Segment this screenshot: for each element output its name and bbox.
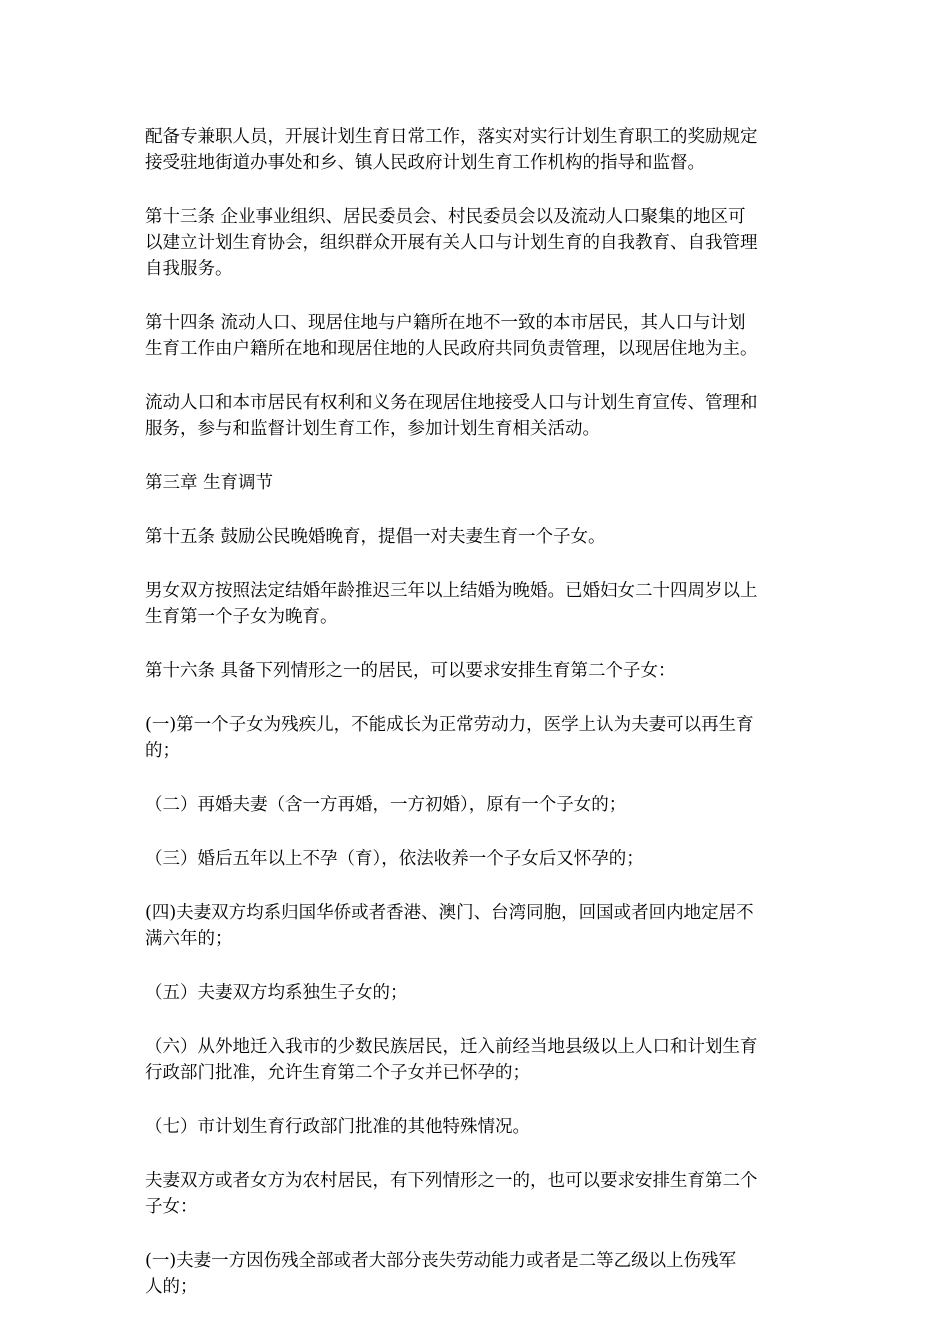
text-line: 生育第一个子女为晚育。	[145, 607, 338, 627]
text-line: 夫妻双方或者女方为农村居民，有下列情形之一的，也可以要求安排生育第二个	[145, 1171, 758, 1191]
text-line: 第三章 生育调节	[145, 473, 274, 493]
text-line: 人的；	[145, 1277, 198, 1297]
chapter-3-heading	[145, 470, 815, 496]
document-body	[145, 124, 815, 1328]
text-line: (一)夫妻一方因伤残全部或者大部分丧失劳动能力或者是二等乙级以上伤残军	[145, 1251, 737, 1271]
article-14-paragraph-2	[145, 390, 815, 442]
list-item-3	[145, 846, 815, 872]
text-line: 的；	[145, 741, 180, 761]
article-15	[145, 524, 815, 550]
article-15-paragraph-2	[145, 578, 815, 630]
list-item-7	[145, 1114, 815, 1140]
text-line: 配备专兼职人员，开展计划生育日常工作，落实对实行计划生育职工的奖励规定	[145, 127, 758, 147]
text-line: 满六年的；	[145, 929, 233, 949]
list-item-4	[145, 900, 815, 952]
text-line: 第十四条 流动人口、现居住地与户籍所在地不一致的本市居民，其人口与计划	[145, 313, 746, 333]
text-line: 男女双方按照法定结婚年龄推迟三年以上结婚为晚婚。已婚妇女二十四周岁以上	[145, 581, 758, 601]
text-line: （三）婚后五年以上不孕（育），依法收养一个子女后又怀孕的；	[145, 849, 644, 869]
text-line: 生育工作由户籍所在地和现居住地的人民政府共同负责管理，以现居住地为主。	[145, 339, 758, 359]
list-item-5	[145, 980, 815, 1006]
rural-paragraph	[145, 1168, 815, 1220]
text-line: (一)第一个子女为残疾儿，不能成长为正常劳动力，医学上认为夫妻可以再生育	[145, 715, 754, 735]
rural-list-item-1	[145, 1248, 815, 1300]
text-line: （七）市计划生育行政部门批准的其他特殊情况。	[145, 1117, 530, 1137]
list-item-1	[145, 712, 815, 764]
text-line: 行政部门批准，允许生育第二个子女并已怀孕的；	[145, 1063, 530, 1083]
text-line: 流动人口和本市居民有权利和义务在现居住地接受人口与计划生育宣传、管理和	[145, 393, 758, 413]
list-item-6	[145, 1034, 815, 1086]
paragraph-1	[145, 124, 815, 176]
text-line: （六）从外地迁入我市的少数民族居民，迁入前经当地县级以上人口和计划生育	[145, 1037, 758, 1057]
text-line: 第十六条 具备下列情形之一的居民，可以要求安排生育第二个子女：	[145, 661, 676, 681]
text-line: 第十三条 企业事业组织、居民委员会、村民委员会以及流动人口聚集的地区可	[145, 207, 746, 227]
article-16	[145, 658, 815, 684]
text-line: 第十五条 鼓励公民晚婚晚育，提倡一对夫妻生育一个子女。	[145, 527, 606, 547]
text-line: 以建立计划生育协会，组织群众开展有关人口与计划生育的自我教育、自我管理	[145, 233, 758, 253]
article-13	[145, 204, 815, 282]
text-line: （五）夫妻双方均系独生子女的；	[145, 983, 408, 1003]
text-line: 自我服务。	[145, 259, 233, 279]
text-line: 子女：	[145, 1197, 198, 1217]
text-line: (四)夫妻双方均系归国华侨或者香港、澳门、台湾同胞，回国或者回内地定居不	[145, 903, 754, 923]
text-line: （二）再婚夫妻（含一方再婚，一方初婚），原有一个子女的；	[145, 795, 627, 815]
list-item-2	[145, 792, 815, 818]
article-14	[145, 310, 815, 362]
text-line: 接受驻地街道办事处和乡、镇人民政府计划生育工作机构的指导和监督。	[145, 153, 705, 173]
text-line: 服务，参与和监督计划生育工作，参加计划生育相关活动。	[145, 419, 600, 439]
